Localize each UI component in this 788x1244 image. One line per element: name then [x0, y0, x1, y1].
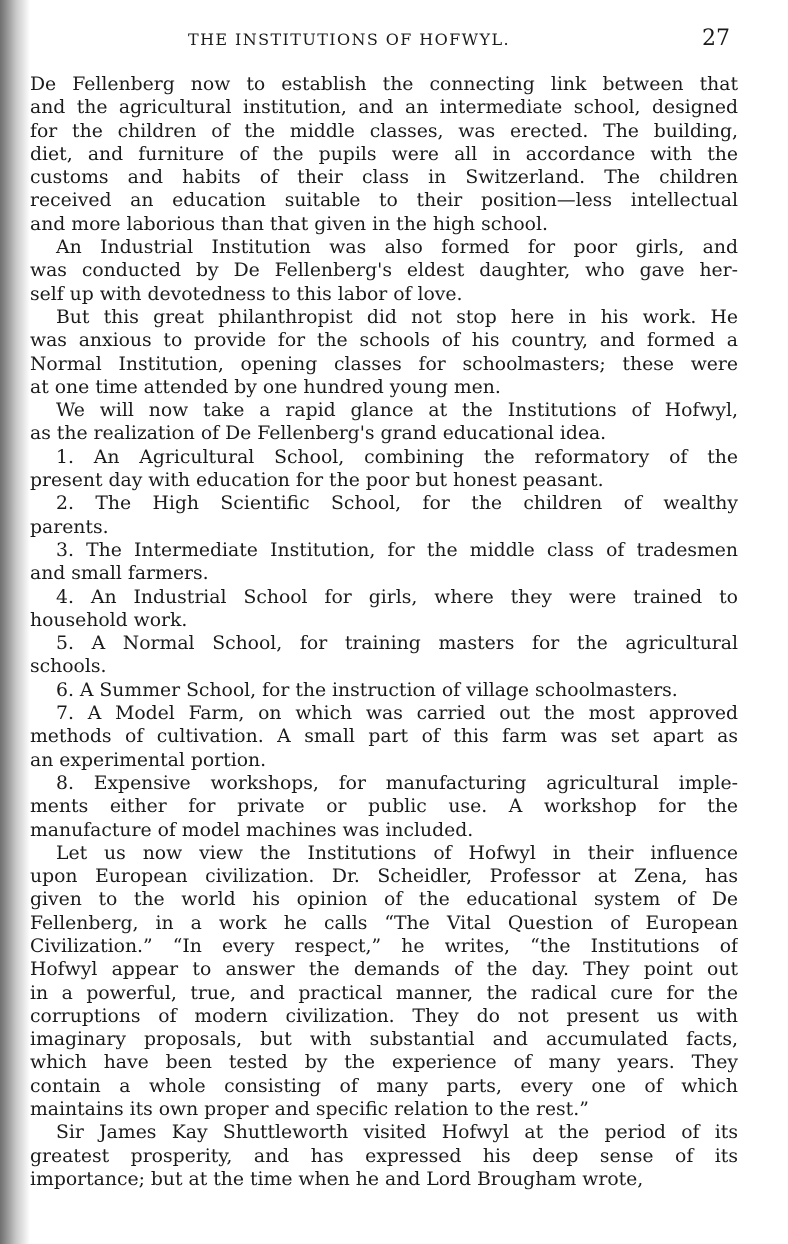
text-line: in a powerful, true, and practical manner, the radical cure for the: [30, 982, 738, 1004]
text-line: methods of cultivation. A small part of this farm was set apart as: [30, 726, 738, 748]
text-line: self up with devotedness to this labor of love.: [30, 283, 463, 305]
text-line: was anxious to provide for the schools of his country, and formed a: [30, 330, 738, 352]
paragraph: [30, 702, 738, 772]
page-header: [0, 26, 788, 56]
body-text: [30, 73, 738, 1191]
text-line: and more laborious than that given in the high school.: [30, 213, 548, 235]
text-line: 4. An Industrial School for girls, where they were trained to: [56, 586, 738, 608]
text-line: 1. An Agricultural School, combining the reformatory of the: [56, 446, 738, 468]
text-line: De Fellenberg now to establish the connecting link between that: [30, 74, 738, 95]
text-line: corruptions of modern civilization. They do not present us with: [30, 1005, 738, 1027]
text-line: present day with education for the poor but honest peasant.: [30, 470, 604, 492]
text-line: Normal Institution, opening classes for schoolmasters; these were: [30, 353, 738, 375]
text-line: given to the world his opinion of the educational system of De: [30, 889, 738, 911]
text-line: parents.: [30, 516, 109, 538]
text-line: manufacture of model machines was included.: [30, 819, 474, 841]
text-line: imaginary proposals, but with substantial and accumulated facts,: [30, 1029, 738, 1051]
text-line: 3. The Intermediate Institution, for the middle class of tradesmen: [56, 539, 738, 561]
paragraph: [30, 236, 738, 306]
text-line: and small farmers.: [30, 563, 209, 585]
text-line: greatest prosperity, and has expressed his deep sense of its: [30, 1145, 738, 1167]
text-line: as the realization of De Fellenberg's grand educational idea.: [30, 423, 607, 445]
text-line: for the children of the middle classes, was erected. The building,: [30, 120, 738, 142]
paragraph: [30, 399, 738, 446]
text-line: diet, and furniture of the pupils were all in accordance with the: [30, 143, 738, 165]
text-line: received an education suitable to their position—less intellectual: [30, 190, 738, 212]
text-line: upon European civilization. Dr. Scheidler, Professor at Zena, has: [30, 866, 738, 888]
text-line: Sir James Kay Shuttleworth visited Hofwyl at the period of its: [56, 1122, 738, 1144]
text-line: Fellenberg, in a work he calls “The Vital Question of European: [30, 912, 738, 934]
text-line: We will now take a rapid glance at the Institutions of Hofwyl,: [56, 400, 738, 422]
text-line: and the agricultural institution, and an intermediate school, designed: [30, 97, 738, 119]
text-line: Civilization.” “In every respect,” he writes, “the Institutions of: [30, 935, 738, 957]
paragraph: [30, 586, 738, 633]
text-line: But this great philanthropist did not stop here in his work. He: [56, 306, 738, 328]
paragraph: [30, 73, 738, 236]
text-line: an experimental portion.: [30, 749, 267, 771]
text-line: Let us now view the Institutions of Hofwyl in their influence: [56, 842, 738, 864]
text-line: 5. A Normal School, for training masters for the agricultural: [56, 633, 738, 655]
text-line: 8. Expensive workshops, for manufacturing agricultural imple-: [56, 772, 738, 794]
paragraph: [30, 1121, 738, 1191]
text-line: Hofwyl appear to answer the demands of the day. They point out: [30, 959, 738, 981]
text-line: 2. The High Scientific School, for the children of wealthy: [56, 493, 738, 515]
text-line: 7. A Model Farm, on which was carried out the most approved: [56, 703, 738, 725]
text-line: customs and habits of their class in Switzerland. The children: [30, 167, 738, 189]
text-line: 6. A Summer School, for the instruction of village schoolmasters.: [56, 679, 678, 701]
text-line: maintains its own proper and specific relation to the rest.”: [30, 1099, 589, 1121]
paragraph: [30, 306, 738, 399]
text-line: which have been tested by the experience of many years. They: [30, 1052, 738, 1074]
paragraph: [30, 492, 738, 539]
paragraph: [30, 446, 738, 493]
page-number: 27: [702, 26, 730, 51]
paragraph: [30, 632, 738, 679]
text-line: at one time attended by one hundred young men.: [30, 376, 501, 398]
book-binding-shadow: [0, 0, 30, 1244]
running-head: THE INSTITUTIONS OF HOFWYL.: [188, 30, 510, 49]
text-line: ments either for private or public use. A workshop for the: [30, 796, 738, 818]
paragraph: [30, 842, 738, 1122]
text-line: An Industrial Institution was also formed for poor girls, and: [56, 237, 738, 259]
text-line: contain a whole consisting of many parts, every one of which: [30, 1075, 738, 1097]
text-line: schools.: [30, 656, 107, 678]
text-line: household work.: [30, 609, 188, 631]
paragraph: [30, 539, 738, 586]
text-line: was conducted by De Fellenberg's eldest daughter, who gave her-: [30, 260, 738, 282]
text-line: importance; but at the time when he and Lord Brougham wrote,: [30, 1168, 644, 1190]
paragraph: [30, 679, 738, 702]
paragraph: [30, 772, 738, 842]
